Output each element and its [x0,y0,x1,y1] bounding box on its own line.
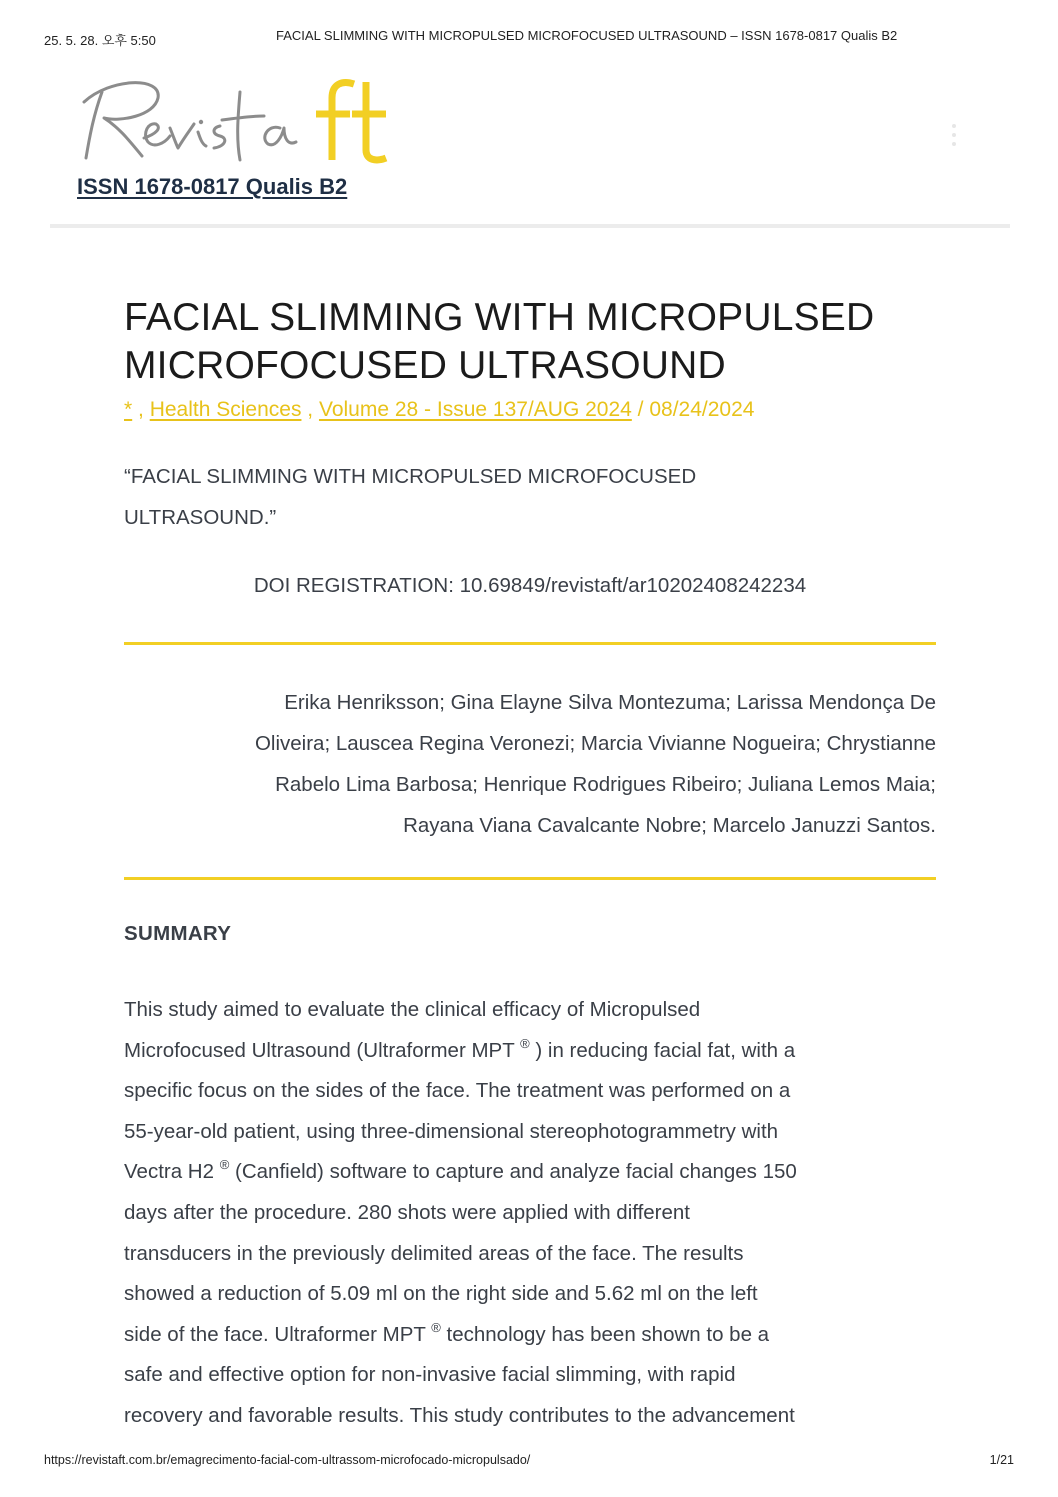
article-title-line-2: MICROFOCUSED ULTRASOUND [124,344,726,387]
meta-separator: / [631,398,650,421]
header-divider [50,224,1010,228]
print-url: https://revistaft.com.br/emagrecimento-facial-com-ultrassom-microfocado-micropulsado/ [44,1453,531,1467]
page-number: 1/21 [989,1453,1014,1467]
summary-line: days after the procedure. 280 shots were applied with different [124,1200,690,1224]
article-quote [124,456,824,538]
registered-mark: ® [219,1157,230,1173]
print-footer [44,1453,1014,1471]
article-title [124,294,936,390]
summary-line: transducers in the previously delimited areas of the face. The results [124,1241,744,1265]
summary-line: Microfocused Ultrasound (Ultraformer MPT ® ) in reducing facial fat, with a [124,1035,796,1062]
revista-ft-logo-graphic [80,72,400,172]
doi-registration: DOI REGISTRATION: 10.69849/revistaft/ar10202408242234 [253,574,807,597]
divider-top [124,642,936,645]
category-link[interactable]: Health Sciences [149,398,302,421]
issn-link[interactable]: ISSN 1678-0817 Qualis B2 [77,174,348,199]
issue-link[interactable]: Volume 28 - Issue 137/AUG 2024 [318,398,632,421]
meta-separator: , [132,398,150,421]
summary-line: recovery and favorable results. This study contributes to the advancement [124,1403,795,1427]
print-title: FACIAL SLIMMING WITH MICROPULSED MICROFOCUSED ULTRASOUND – ISSN 1678-0817 Qualis B2 [276,28,898,43]
meta-separator: , [301,398,319,421]
summary-text [124,990,936,1437]
divider-bottom [124,877,936,880]
author-star-link[interactable]: * [124,398,133,421]
print-header [44,28,1014,46]
menu-dot [952,133,956,137]
summary-line: Vectra H2 ® (Canfield) software to capture and analyze facial changes 150 [124,1157,797,1184]
author-list [124,682,936,846]
summary-line: safe and effective option for non-invasive facial slimming, with rapid [124,1363,736,1387]
menu-dot [952,142,956,146]
quote-line: “FACIAL SLIMMING WITH MICROPULSED MICROFOCUSED [124,465,697,488]
article-meta [124,398,936,422]
summary-line: This study aimed to evaluate the clinical efficacy of Micropulsed [124,998,701,1021]
menu-dots-icon[interactable] [950,124,958,150]
quote-line: ULTRASOUND.” [124,506,277,529]
summary-line: specific focus on the sides of the face. The treatment was performed on a [124,1079,791,1103]
summary-heading: SUMMARY [124,922,232,945]
site-logo[interactable] [80,72,400,172]
menu-dot [952,124,956,128]
author-line: Rabelo Lima Barbosa; Henrique Rodrigues Ribeiro; Juliana Lemos Maia; [275,773,936,796]
publish-date: 08/24/2024 [649,398,755,421]
print-date: 25. 5. 28. 오후 5:50 [44,33,156,48]
author-line: Rayana Viana Cavalcante Nobre; Marcelo Januzzi Santos. [403,814,936,837]
summary-line: side of the face. Ultraformer MPT ® technology has been shown to be a [124,1319,770,1346]
author-line: Oliveira; Lauscea Regina Veronezi; Marcia Vivianne Nogueira; Chrystianne [254,732,936,755]
summary-line: showed a reduction of 5.09 ml on the right side and 5.62 ml on the left [124,1282,758,1306]
author-line: Erika Henriksson; Gina Elayne Silva Montezuma; Larissa Mendonça De [284,691,936,714]
registered-mark: ® [520,1035,530,1051]
summary-line: 55-year-old patient, using three-dimensional stereophotogrammetry with [124,1119,779,1143]
article-title-line-1: FACIAL SLIMMING WITH MICROPULSED [124,296,875,339]
registered-mark: ® [431,1319,441,1335]
